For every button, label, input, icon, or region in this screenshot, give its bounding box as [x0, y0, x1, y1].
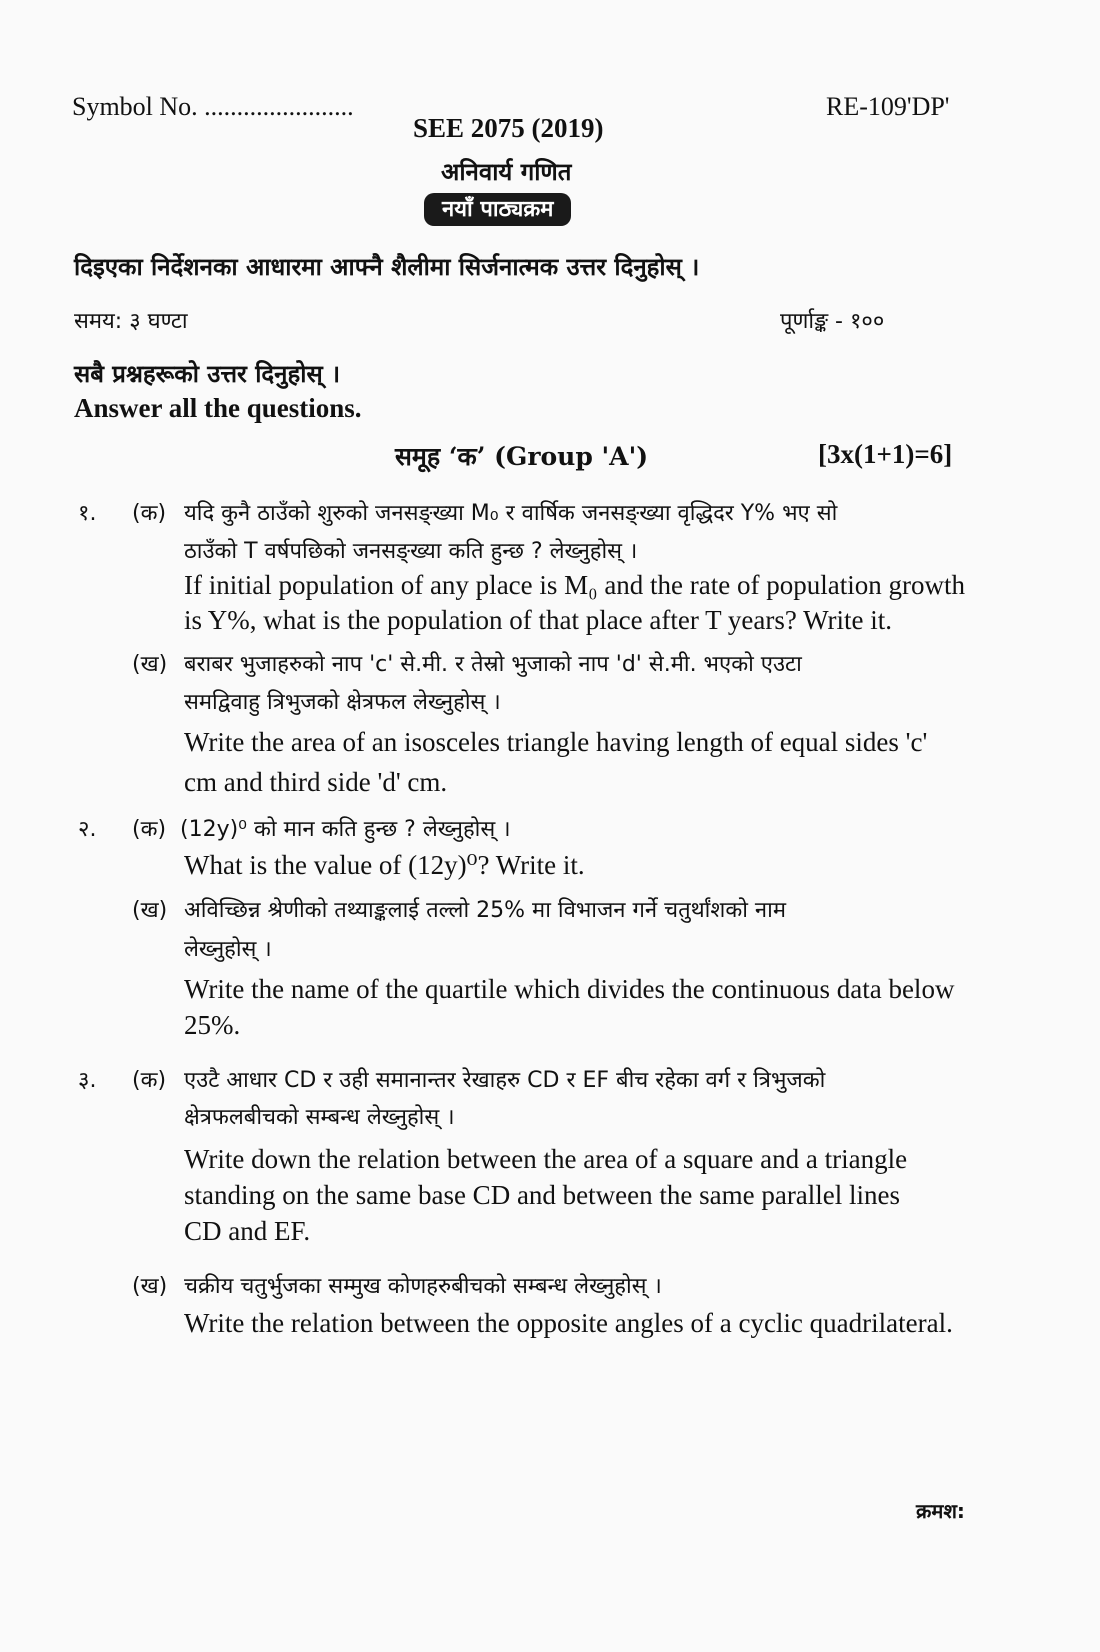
question-text-nepali: लेख्नुहोस् । — [184, 937, 272, 962]
question-text-english: cm and third side 'd' cm. — [184, 767, 448, 797]
answer-all-english: Answer all the questions. — [74, 393, 362, 423]
subject-title: अनिवार्य गणित — [441, 158, 572, 186]
part-label: (ख) — [132, 898, 168, 923]
paper-code: RE-109'DP' — [826, 92, 950, 121]
group-marks: [3x(1+1)=6] — [818, 439, 953, 469]
question-text-nepali: क्षेत्रफलबीचको सम्बन्ध लेख्नुहोस् । — [184, 1105, 455, 1130]
question-text-english: Write down the relation between the area of a square and a triangle — [184, 1144, 908, 1174]
question-text-english: CD and EF. — [184, 1216, 311, 1246]
continued-label: क्रमश: — [916, 1499, 965, 1523]
question-text-nepali: समद्विवाहु त्रिभुजको क्षेत्रफल लेख्नुहोस् । — [184, 690, 501, 715]
group-title: समूह ‘क’ (Group 'A') — [395, 442, 649, 471]
answer-all-nepali: सबै प्रश्नहरूको उत्तर दिनुहोस् । — [74, 360, 341, 388]
question-text-nepali: चक्रीय चतुर्भुजका सम्मुख कोणहरुबीचको सम्बन्ध लेख्नुहोस् । — [184, 1274, 662, 1299]
exam-title: SEE 2075 (2019) — [413, 113, 604, 143]
question-text-english: Write the name of the quartile which divides the continuous data below — [184, 974, 955, 1004]
question-text-nepali: ठाउँको T वर्षपछिको जनसङ्ख्या कति हुन्छ ? लेख्नुहोस् । — [184, 539, 638, 564]
question-text-english: is Y%, what is the population of that place after T years? Write it. — [184, 605, 892, 635]
question-text-english: Write the relation between the opposite angles of a cyclic quadrilateral. — [184, 1308, 953, 1338]
question-number: ३. — [78, 1068, 97, 1093]
part-label: (ख) — [132, 1274, 168, 1299]
curriculum-badge — [424, 193, 571, 223]
question-text-nepali: बराबर भुजाहरुको नाप 'c' से.मी. र तेस्रो भुजाको नाप 'd' से.मी. भएको एउटा — [184, 652, 802, 677]
part-label: (क) — [132, 817, 167, 842]
instruction-text: दिइएका निर्देशनका आधारमा आफ्नै शैलीमा सिर्जनात्मक उत्तर दिनुहोस् । — [74, 253, 700, 281]
question-text-english: What is the value of (12y)⁰? Write it. — [184, 850, 585, 880]
question-text-english: If initial population of any place is M₀ and the rate of population growth — [184, 570, 965, 600]
part-label: (क) — [132, 501, 167, 526]
question-number: २. — [78, 817, 97, 842]
full-marks: पूर्णाङ्क - १०० — [780, 309, 885, 334]
question-text-english: Write the area of an isosceles triangle having length of equal sides 'c' — [184, 727, 928, 757]
question-text-nepali: यदि कुनै ठाउँको शुरुको जनसङ्ख्या M₀ र वार्षिक जनसङ्ख्या वृद्धिदर Y% भए सो — [184, 501, 838, 526]
question-text-english: 25%. — [184, 1010, 241, 1040]
question-text-nepali: अविच्छिन्न श्रेणीको तथ्याङ्कलाई तल्लो 25% मा विभाजन गर्ने चतुर्थांशको नाम — [184, 898, 786, 923]
part-label: (क) — [132, 1068, 167, 1093]
question-text-nepali: (12y)⁰ को मान कति हुन्छ ? लेख्नुहोस् । — [180, 817, 511, 842]
symbol-number: Symbol No. ....................... — [72, 92, 354, 121]
question-text-english: standing on the same base CD and between the same parallel lines — [184, 1180, 901, 1210]
question-number: १. — [78, 501, 97, 526]
curriculum-label: नयाँ पाठ्यक्रम — [424, 193, 571, 226]
part-label: (ख) — [132, 652, 168, 677]
question-text-nepali: एउटै आधार CD र उही समानान्तर रेखाहरु CD र EF बीच रहेका वर्ग र त्रिभुजको — [184, 1068, 826, 1093]
time-allowed: समय: ३ घण्टा — [74, 309, 188, 334]
